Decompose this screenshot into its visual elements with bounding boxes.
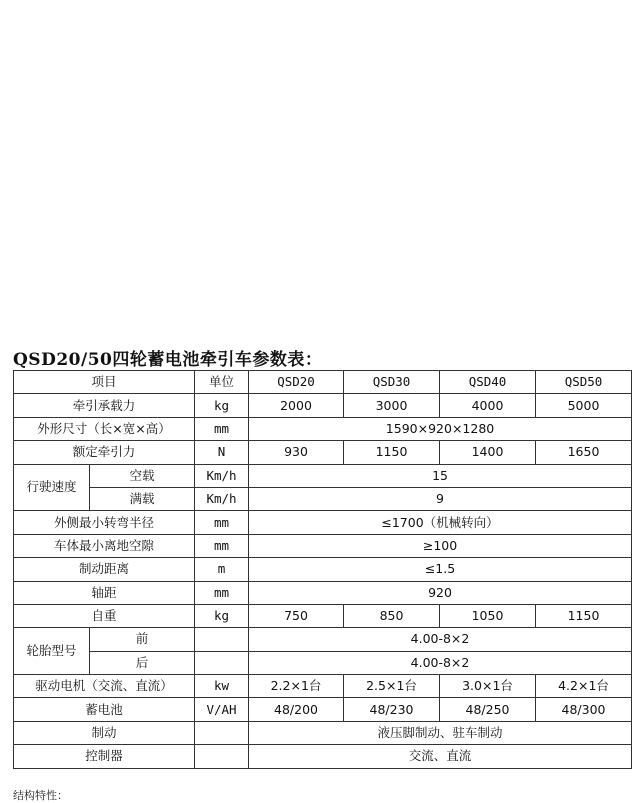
row-unit: Km/h <box>195 487 249 510</box>
cell-value: ≥100 <box>249 534 632 557</box>
cell-value: 交流、直流 <box>249 745 632 768</box>
table-row <box>14 721 632 744</box>
cell-value: 2000 <box>249 394 344 417</box>
cell-value: 1400 <box>440 441 536 464</box>
row-sublabel: 空载 <box>90 464 195 487</box>
footnote: 结构特性： <box>13 789 68 802</box>
row-unit: mm <box>195 417 249 440</box>
row-label: 行驶速度 <box>14 464 90 511</box>
cell-value: 9 <box>249 487 632 510</box>
cell-value: 48/200 <box>249 698 344 721</box>
table-row <box>14 581 632 604</box>
table-row <box>14 745 632 768</box>
row-unit: N <box>195 441 249 464</box>
header-model: QSD50 <box>536 371 632 394</box>
cell-value: 1650 <box>536 441 632 464</box>
row-label: 车体最小离地空隙 <box>14 534 195 557</box>
header-item: 项目 <box>14 371 195 394</box>
table-row <box>14 558 632 581</box>
table-row <box>14 464 632 487</box>
cell-value: 3.0×1台 <box>440 675 536 698</box>
row-unit: kw <box>195 675 249 698</box>
page-title: QSD20/50四轮蓄电池牵引车参数表： <box>13 350 323 370</box>
table-row <box>14 698 632 721</box>
cell-value: 1590×920×1280 <box>249 417 632 440</box>
row-label: 蓄电池 <box>14 698 195 721</box>
cell-value: 3000 <box>344 394 440 417</box>
table-row <box>14 394 632 417</box>
cell-value: 4000 <box>440 394 536 417</box>
header-model: QSD40 <box>440 371 536 394</box>
cell-value: 850 <box>344 604 440 627</box>
table-header-row <box>14 371 632 394</box>
table-row <box>14 417 632 440</box>
cell-value: 2.2×1台 <box>249 675 344 698</box>
cell-value: 930 <box>249 441 344 464</box>
row-unit <box>195 628 249 651</box>
table-row <box>14 487 632 510</box>
row-sublabel: 前 <box>90 628 195 651</box>
row-label: 牵引承载力 <box>14 394 195 417</box>
row-unit <box>195 651 249 674</box>
cell-value: 750 <box>249 604 344 627</box>
row-label: 额定牵引力 <box>14 441 195 464</box>
row-unit <box>195 745 249 768</box>
cell-value: ≤1700（机械转向） <box>249 511 632 534</box>
row-sublabel: 满载 <box>90 487 195 510</box>
table-row <box>14 675 632 698</box>
cell-value: 48/300 <box>536 698 632 721</box>
row-unit: kg <box>195 604 249 627</box>
row-unit: mm <box>195 534 249 557</box>
cell-value: 15 <box>249 464 632 487</box>
cell-value: 48/250 <box>440 698 536 721</box>
cell-value: 1150 <box>344 441 440 464</box>
row-unit: mm <box>195 511 249 534</box>
header-model: QSD20 <box>249 371 344 394</box>
row-unit: mm <box>195 581 249 604</box>
cell-value: 4.00-8×2 <box>249 651 632 674</box>
row-label: 自重 <box>14 604 195 627</box>
row-unit: kg <box>195 394 249 417</box>
row-label: 轴距 <box>14 581 195 604</box>
cell-value: ≤1.5 <box>249 558 632 581</box>
row-unit <box>195 721 249 744</box>
table-row <box>14 628 632 651</box>
row-unit: V/AH <box>195 698 249 721</box>
header-unit: 单位 <box>195 371 249 394</box>
table-row <box>14 511 632 534</box>
row-label: 驱动电机（交流、直流） <box>14 675 195 698</box>
row-label: 制动距离 <box>14 558 195 581</box>
table-row <box>14 441 632 464</box>
cell-value: 4.2×1台 <box>536 675 632 698</box>
cell-value: 4.00-8×2 <box>249 628 632 651</box>
row-sublabel: 后 <box>90 651 195 674</box>
cell-value: 2.5×1台 <box>344 675 440 698</box>
row-unit: m <box>195 558 249 581</box>
row-label: 制动 <box>14 721 195 744</box>
cell-value: 5000 <box>536 394 632 417</box>
row-label: 外侧最小转弯半径 <box>14 511 195 534</box>
row-label: 控制器 <box>14 745 195 768</box>
cell-value: 920 <box>249 581 632 604</box>
row-unit: Km/h <box>195 464 249 487</box>
table-row <box>14 651 632 674</box>
cell-value: 1150 <box>536 604 632 627</box>
cell-value: 1050 <box>440 604 536 627</box>
header-model: QSD30 <box>344 371 440 394</box>
spec-table <box>13 370 632 769</box>
row-label: 外形尺寸（长×宽×高） <box>14 417 195 440</box>
cell-value: 液压脚制动、驻车制动 <box>249 721 632 744</box>
table-row <box>14 534 632 557</box>
row-label: 轮胎型号 <box>14 628 90 675</box>
table-row <box>14 604 632 627</box>
cell-value: 48/230 <box>344 698 440 721</box>
